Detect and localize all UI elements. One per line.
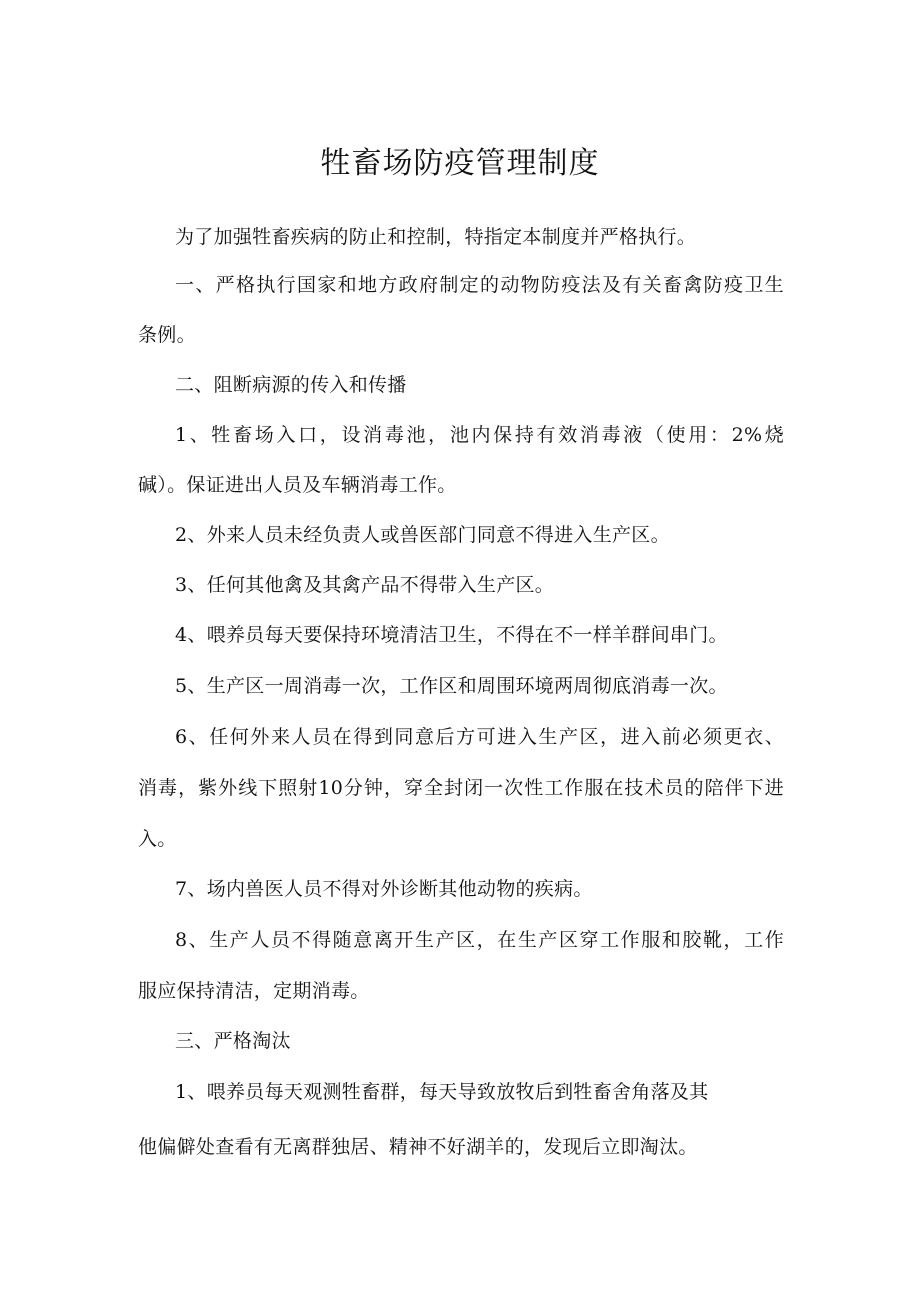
item-2-5: 5、生产区一周消毒一次，工作区和周围环境两周彻底消毒一次。	[175, 675, 728, 697]
paragraph-intro: 为了加强牲畜疾病的防止和控制，特指定本制度并严格执行。	[175, 226, 697, 248]
item-2-6-line-2: 消毒，紫外线下照射10分钟，穿全封闭一次性工作服在技术员的陪伴下进	[138, 777, 784, 799]
item-2-1-line-1: 1、牲畜场入口，设消毒池，池内保持有效消毒液（使用：2%烧	[175, 424, 784, 446]
item-2-7: 7、场内兽医人员不得对外诊断其他动物的疾病。	[175, 878, 593, 900]
item-2-3: 3、任何其他禽及其禽产品不得带入生产区。	[175, 574, 555, 596]
document-title: 牲畜场防疫管理制度	[320, 146, 600, 181]
item-2-6-line-3: 入。	[138, 828, 177, 850]
item-2-2: 2、外来人员未经负责人或兽医部门同意不得进入生产区。	[175, 524, 670, 546]
item-2-8-line-2: 服应保持清洁，定期消毒。	[138, 980, 370, 1002]
item-2-4: 4、喂养员每天要保持环境清洁卫生，不得在不一样羊群间串门。	[175, 624, 728, 646]
section-3-heading: 三、严格淘汰	[175, 1030, 291, 1052]
paragraph-section-1-line-1: 一、严格执行国家和地方政府制定的动物防疫法及有关畜禽防疫卫生	[175, 274, 784, 296]
section-2-heading: 二、阻断病源的传入和传播	[175, 374, 407, 396]
item-3-1-line-2: 他偏僻处查看有无离群独居、精神不好湖羊的，发现后立即淘汰。	[138, 1136, 698, 1158]
item-2-1-line-2: 碱）。保证进出人员及车辆消毒工作。	[138, 474, 457, 496]
paragraph-section-1-line-2: 条例。	[138, 324, 196, 346]
item-3-1-line-1: 1、喂养员每天观测牲畜群，每天导致放牧后到牲畜舍角落及其	[175, 1081, 709, 1103]
item-2-6-line-1: 6、任何外来人员在得到同意后方可进入生产区，进入前必须更衣、	[175, 726, 784, 748]
item-2-8-line-1: 8、生产人员不得随意离开生产区，在生产区穿工作服和胶靴，工作	[175, 929, 784, 951]
